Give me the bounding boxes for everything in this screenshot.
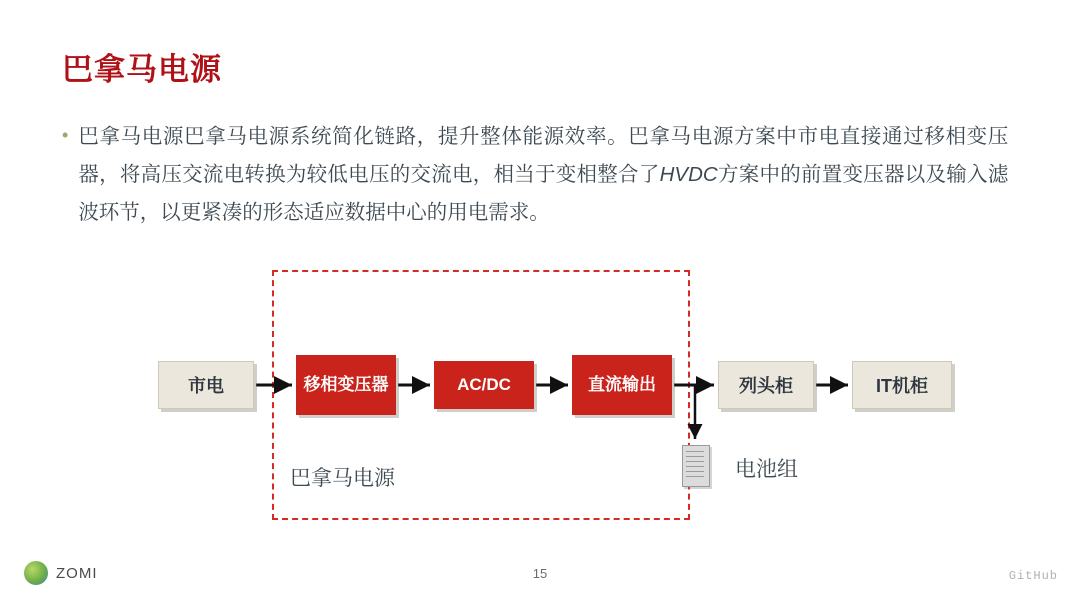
battery-label: 电池组 — [735, 458, 798, 481]
bullet-marker-icon: • — [62, 125, 69, 145]
node-dc-output[interactable]: 直流输出 — [572, 355, 672, 415]
body-text-part1: 巴拿马电源巴拿马电源系统简化链路，提升整体能源效率。巴拿马电源方案中市电直接通过移相变压器，将高压交流电转换为较低电压的交流电，相当于变相整合了 — [78, 125, 1009, 186]
node-it-rack[interactable]: IT机柜 — [852, 361, 952, 409]
bullet-paragraph — [62, 118, 1022, 232]
panama-power-group-label: 巴拿马电源 — [290, 467, 395, 490]
page-number: 15 — [532, 566, 548, 581]
node-mains[interactable]: 市电 — [158, 361, 254, 409]
node-ac-dc[interactable]: AC/DC — [434, 361, 534, 409]
battery-cells-icon — [686, 451, 704, 481]
body-text — [78, 118, 1008, 232]
github-watermark: GitHub — [1008, 569, 1058, 583]
block-diagram — [0, 255, 1080, 545]
page-title: 巴拿马电源 — [62, 52, 222, 87]
body-text-part2: 方案中的前置变压器以及输入滤波环节，以更紧凑的形态适应数据中心的用电需求。 — [78, 163, 1009, 224]
node-row-pdu[interactable]: 列头柜 — [718, 361, 814, 409]
logo-text: ZOMI — [56, 564, 98, 582]
body-text-emphasis: HVDC — [659, 163, 718, 186]
battery-icon — [682, 445, 710, 487]
node-phase-shifting-transformer[interactable]: 移相变压器 — [296, 355, 396, 415]
